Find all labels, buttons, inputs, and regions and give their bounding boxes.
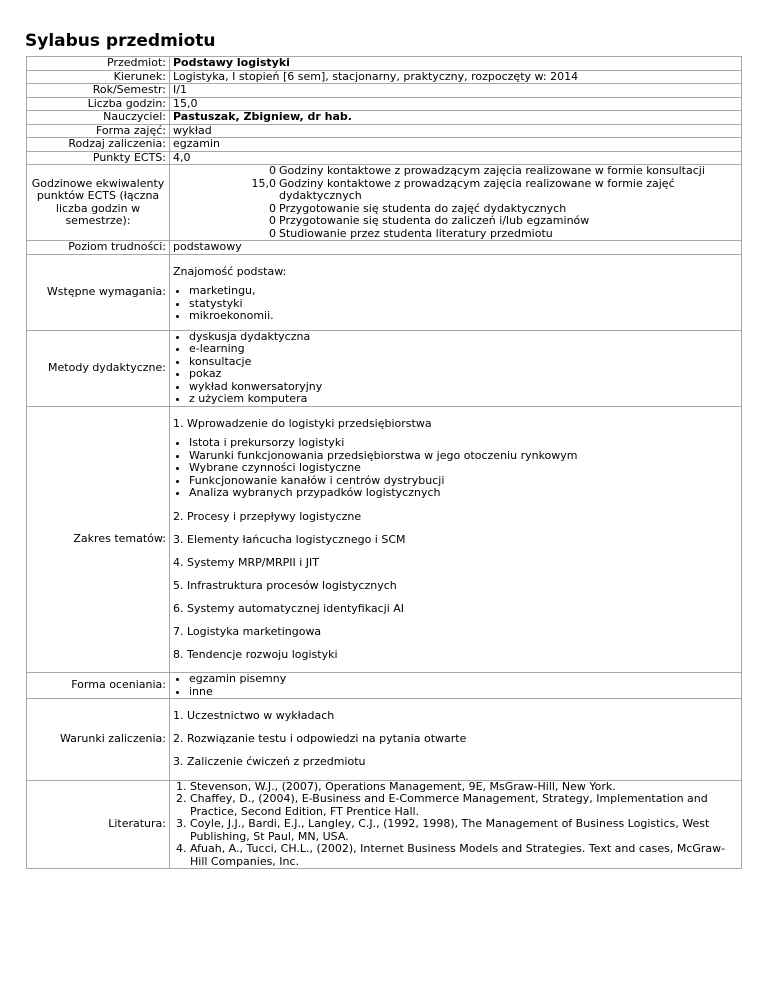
list-item: 3. Coyle, J.J., Bardi, E.J., Langley, C.J., (1992, 1998), The Management of Business Logistics, West Publishing, St Paul, MN, USA. [190, 818, 738, 843]
value-ocena [170, 673, 742, 699]
label-przedmiot: Przedmiot: [27, 57, 170, 71]
list-item: • Analiza wybranych przypadków logistycznych [189, 487, 738, 500]
list-item: • z użyciem komputera [189, 393, 738, 406]
value-literatura [170, 780, 742, 869]
topic-title: 2. Procesy i przepływy logistyczne [173, 509, 362, 523]
row-przedmiot [27, 57, 742, 71]
label-metody: Metody dydaktyczne: [27, 330, 170, 406]
label-rodzaj: Rodzaj zaliczenia: [27, 138, 170, 152]
value-metody [170, 330, 742, 406]
ects-hours: 0 [269, 226, 276, 240]
label-godziny: Liczba godzin: [27, 97, 170, 111]
list-item: • Funkcjonowanie kanałów i centrów dystrybucji [189, 475, 738, 488]
row-rok [27, 84, 742, 98]
ects-activity: Godziny kontaktowe z prowadzącym zajęcia realizowane w formie zajęć dydaktycznych [279, 176, 675, 202]
list-item: • pokaz [189, 368, 738, 381]
row-godzinowe [27, 165, 742, 241]
condition-item: 1. Uczestnictwo w wykładach [173, 709, 335, 722]
list-item: • marketingu, [189, 285, 738, 298]
ects-activity: Przygotowanie się studenta do zaliczeń i/lub egzaminów [279, 214, 590, 227]
value-rodzaj: egzamin [170, 138, 742, 152]
value-warunki [170, 699, 742, 781]
label-ects: Punkty ECTS: [27, 151, 170, 165]
list-item: • wykład konwersatoryjny [189, 381, 738, 394]
value-ects: 4,0 [170, 151, 742, 165]
label-ocena: Forma oceniania: [27, 673, 170, 699]
row-warunki [27, 699, 742, 781]
list-item: • konsultacje [189, 356, 738, 369]
ects-activity: Studiowanie przez studenta literatury przedmiotu [279, 226, 553, 240]
list-item: • mikroekonomii. [189, 310, 738, 323]
topic-title: 8. Tendencje rozwoju logistyki [173, 647, 338, 661]
value-przedmiot: Podstawy logistyki [170, 57, 742, 71]
label-rok: Rok/Semestr: [27, 84, 170, 98]
ects-activity: Przygotowanie się studenta do zajęć dydaktycznych [279, 201, 567, 215]
label-nauczyciel: Nauczyciel: [27, 111, 170, 125]
syllabus-table [26, 56, 742, 869]
list-item: • dyskusja dydaktyczna [189, 331, 738, 344]
value-wstepne [170, 254, 742, 330]
row-metody [27, 330, 742, 406]
topic-list [173, 437, 738, 500]
label-forma: Forma zajęć: [27, 124, 170, 138]
list-item: • Istota i prekursorzy logistyki [189, 437, 738, 450]
list-item: • Wybrane czynności logistyczne [189, 462, 738, 475]
label-warunki: Warunki zaliczenia: [27, 699, 170, 781]
ects-hours: 0 [269, 214, 276, 227]
row-ocena [27, 673, 742, 699]
label-godzinowe: Godzinowe ekwiwalenty punktów ECTS (łączna liczba godzin w semestrze): [27, 165, 170, 241]
wstepne-list [173, 285, 738, 323]
row-rodzaj [27, 138, 742, 152]
label-zakres: Zakres tematów: [27, 406, 170, 673]
list-item: • Warunki funkcjonowania przedsiębiorstwa w jego otoczeniu rynkowym [189, 450, 738, 463]
value-poziom: podstawowy [170, 241, 742, 255]
row-poziom [27, 241, 742, 255]
row-literatura [27, 780, 742, 869]
topic-title: 6. Systemy automatycznej identyfikacji AI [173, 601, 405, 615]
row-nauczyciel [27, 111, 742, 125]
list-item: • inne [189, 686, 738, 699]
list-item: • egzamin pisemny [189, 673, 738, 686]
list-item: • statystyki [189, 298, 738, 311]
topic-title: 1. Wprowadzenie do logistyki przedsiębiorstwa [173, 416, 432, 430]
value-godzinowe [170, 165, 742, 241]
ects-activity: Godziny kontaktowe z prowadzącym zajęcia realizowane w formie konsultacji [279, 164, 705, 177]
value-kierunek: Logistyka, I stopień [6 sem], stacjonarny, praktyczny, rozpoczęty w: 2014 [170, 70, 742, 84]
ects-item [173, 228, 738, 241]
topic-title: 4. Systemy MRP/MRPII i JIT [173, 555, 320, 569]
list-item: 1. Stevenson, W.J., (2007), Operations Management, 9E, MsGraw-Hill, New York. [190, 781, 738, 794]
value-zakres [170, 406, 742, 673]
literature-list [173, 781, 738, 869]
ects-hours: 15,0 [251, 176, 276, 190]
label-literatura: Literatura: [27, 780, 170, 869]
page-title: Sylabus przedmiotu [25, 31, 216, 51]
row-zakres [27, 406, 742, 673]
ects-item [173, 165, 738, 178]
row-kierunek [27, 70, 742, 84]
ects-hours: 0 [269, 164, 276, 177]
list-item: 4. Afuah, A., Tucci, CH.L., (2002), Internet Business Models and Strategies. Text and cases, McGraw-Hill Companies, Inc. [190, 843, 738, 868]
condition-item: 2. Rozwiązanie testu i odpowiedzi na pytania otwarte [173, 732, 467, 745]
topic-title: 3. Elementy łańcucha logistycznego i SCM [173, 532, 406, 546]
value-rok: I/1 [170, 84, 742, 98]
ects-hours: 0 [269, 201, 276, 215]
ocena-list [173, 673, 738, 698]
list-item: • e-learning [189, 343, 738, 356]
label-poziom: Poziom trudności: [27, 241, 170, 255]
condition-item: 3. Zaliczenie ćwiczeń z przedmiotu [173, 755, 366, 768]
list-item: 2. Chaffey, D., (2004), E-Business and E-Commerce Management, Strategy, Implementation and Practice, Second Edition, FT Prentice Hall. [190, 793, 738, 818]
topic-title: 7. Logistyka marketingowa [173, 624, 322, 638]
label-wstepne: Wstępne wymagania: [27, 254, 170, 330]
row-forma [27, 124, 742, 138]
metody-list [173, 331, 738, 406]
value-forma: wykład [170, 124, 742, 138]
row-ects [27, 151, 742, 165]
topic-title: 5. Infrastruktura procesów logistycznych [173, 578, 397, 592]
ects-item [173, 215, 738, 228]
wstepne-intro: Znajomość podstaw: [173, 264, 287, 278]
label-kierunek: Kierunek: [27, 70, 170, 84]
row-godziny [27, 97, 742, 111]
value-godziny: 15,0 [170, 97, 742, 111]
row-wstepne [27, 254, 742, 330]
ects-item [173, 178, 738, 203]
value-nauczyciel: Pastuszak, Zbigniew, dr hab. [170, 111, 742, 125]
